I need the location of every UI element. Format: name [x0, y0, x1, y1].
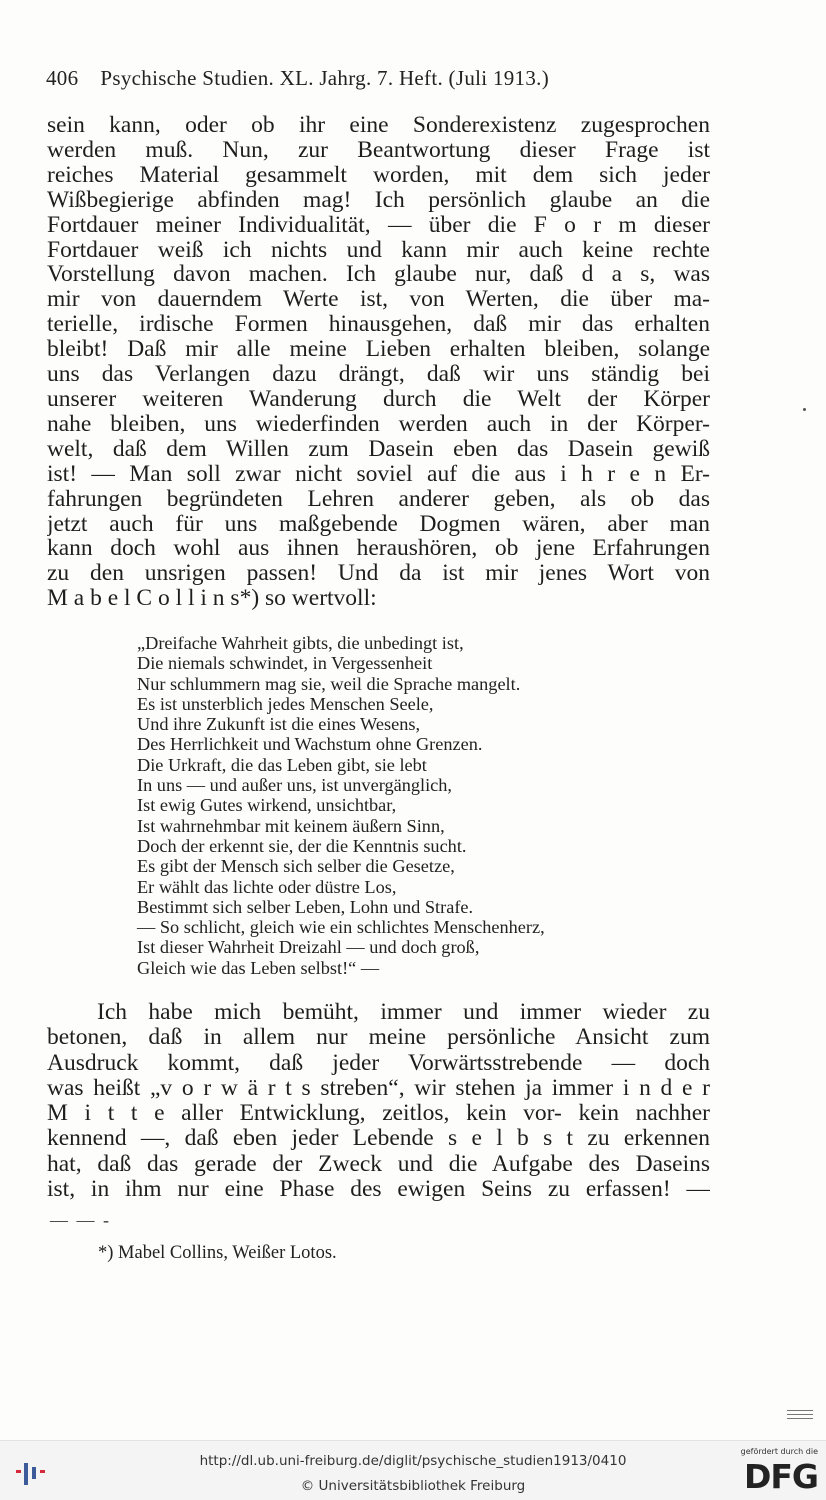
text-line: Fortdauer weiß ich nichts und kann mir auch keine rechte — [47, 237, 710, 263]
text-line: uns das Verlangen dazu drängt, daß wir uns ständig bei — [47, 362, 710, 387]
text-line: M a b e l C o l l i n s*) so wertvoll: — [47, 586, 377, 612]
text-line: Vorstellung davon machen. Ich glaube nur, daß d a s, was — [47, 262, 710, 288]
text-line: M i t t e aller Entwicklung, zeitlos, kein vor- kein nachher — [47, 1101, 710, 1127]
footnote: *) Mabel Collins, Weißer Lotos. — [98, 1243, 337, 1263]
text-line: werden muß. Nun, zur Beantwortung dieser Frage ist — [47, 137, 710, 163]
dfg-logo — [728, 1447, 818, 1495]
body-paragraph-2 — [47, 1000, 710, 1202]
body-paragraph-1 — [47, 113, 710, 611]
text-line: reiches Material gesammelt worden, mit dem sich jeder — [47, 162, 710, 188]
text-line: Wißbegierige abfinden mag! Ich persönlich glaube an die — [47, 187, 710, 213]
permalink-url[interactable]: http://dl.ub.uni-freiburg.de/diglit/psychische_studien1913/0410 — [199, 1453, 627, 1469]
poem-quote — [137, 633, 697, 978]
poem-line: In uns — und außer uns, ist unvergänglich, — [137, 775, 452, 796]
text-line: bleibt! Daß mir alle meine Lieben erhalten bleiben, solange — [47, 337, 710, 363]
margin-speck — [803, 408, 806, 411]
poem-line: Ist ewig Gutes wirkend, unsichtbar, — [137, 795, 397, 816]
poem-line: Nur schlummern mag sie, weil die Sprache mangelt. — [137, 673, 521, 694]
text-line: welt, daß dem Willen zum Dasein eben das Dasein gewiß — [47, 436, 710, 462]
text-line: was heißt „v o r w ä r t s streben“, wir stehen ja immer i n d e r — [47, 1075, 710, 1101]
page-corner-lines-icon — [787, 1410, 813, 1422]
text-line: hat, daß das gerade der Zweck und die Aufgabe des Daseins — [47, 1151, 710, 1177]
running-head — [46, 66, 746, 91]
text-line: kennend —, daß eben jeder Lebende s e l b s t zu erkennen — [47, 1126, 710, 1152]
poem-line: Ist wahrnehmbar mit keinem äußern Sinn, — [137, 815, 445, 836]
text-line: Fortdauer meiner Individualität, — über die F o r m dieser — [47, 212, 710, 238]
text-line: fahrungen begründeten Lehren anderer geben, als ob das — [47, 486, 710, 512]
poem-line: Doch der erkennt sie, der die Kenntnis sucht. — [137, 835, 467, 856]
poem-line: Die niemals schwindet, in Vergessenheit — [137, 653, 433, 674]
poem-line: Des Herrlichkeit und Wachstum ohne Grenzen. — [137, 734, 483, 755]
poem-line: Und ihre Zukunft ist die eines Wesens, — [137, 714, 421, 735]
poem-line: Gleich wie das Leben selbst!“ — — [137, 957, 380, 978]
text-line: jetzt auch für uns maßgebende Dogmen wären, aber man — [47, 511, 710, 537]
text-line: unserer weiteren Wanderung durch die Welt der Körper — [47, 386, 710, 412]
poem-line: Die Urkraft, die das Leben gibt, sie lebt — [137, 754, 427, 775]
viewer-footer — [0, 1440, 826, 1500]
text-line: mir von dauerndem Werte ist, von Werten, die über ma- — [47, 287, 710, 313]
poem-line: „Dreifache Wahrheit gibts, die unbedingt ist, — [137, 633, 464, 653]
text-line: zu den unsrigen passen! Und da ist mir jenes Wort von — [47, 561, 710, 587]
page-number: 406 — [46, 66, 79, 90]
text-line: sein kann, oder ob ihr eine Sonderexistenz zugesprochen — [47, 113, 710, 138]
text-line: Ausdruck kommt, daß jeder Vorwärtsstrebende — doch — [47, 1050, 710, 1076]
poem-line: Ist dieser Wahrheit Dreizahl — und doch groß, — [137, 937, 480, 958]
text-line: ist, in ihm nur eine Phase des ewigen Seins zu erfassen! — — [47, 1177, 710, 1203]
separator-dashes: — — - — [50, 1210, 111, 1230]
text-line: ist! — Man soll zwar nicht soviel auf die aus i h r e n Er- — [47, 461, 710, 487]
poem-line: Es gibt der Mensch sich selber die Gesetze, — [137, 856, 455, 877]
text-line: Ich habe mich bemüht, immer und immer wieder zu — [97, 1000, 710, 1025]
dfg-caption: gefördert durch die — [740, 1447, 818, 1456]
dfg-wordmark: DFG — [743, 1457, 818, 1496]
text-line: terielle, irdische Formen hinausgehen, daß mir das erhalten — [47, 312, 710, 338]
text-line: betonen, daß in allem nur meine persönliche Ansicht zum — [47, 1025, 710, 1051]
text-line: nahe bleiben, uns wiederfinden werden auch in der Körper- — [47, 411, 710, 437]
poem-line: Es ist unsterblich jedes Menschen Seele, — [137, 693, 434, 714]
poem-line: Er wählt das lichte oder düstre Los, — [137, 876, 397, 897]
journal-title: Psychische Studien. XL. Jahrg. 7. Heft. (Juli 1913.) — [100, 66, 549, 90]
copyright-notice: © Universitätsbibliothek Freiburg — [300, 1478, 526, 1494]
poem-line: — So schlicht, gleich wie ein schlichtes Menschenherz, — [137, 917, 545, 938]
text-line: kann doch wohl aus ihnen heraushören, ob jene Erfahrungen — [47, 536, 710, 562]
poem-line: Bestimmt sich selber Leben, Lohn und Strafe. — [137, 896, 474, 917]
